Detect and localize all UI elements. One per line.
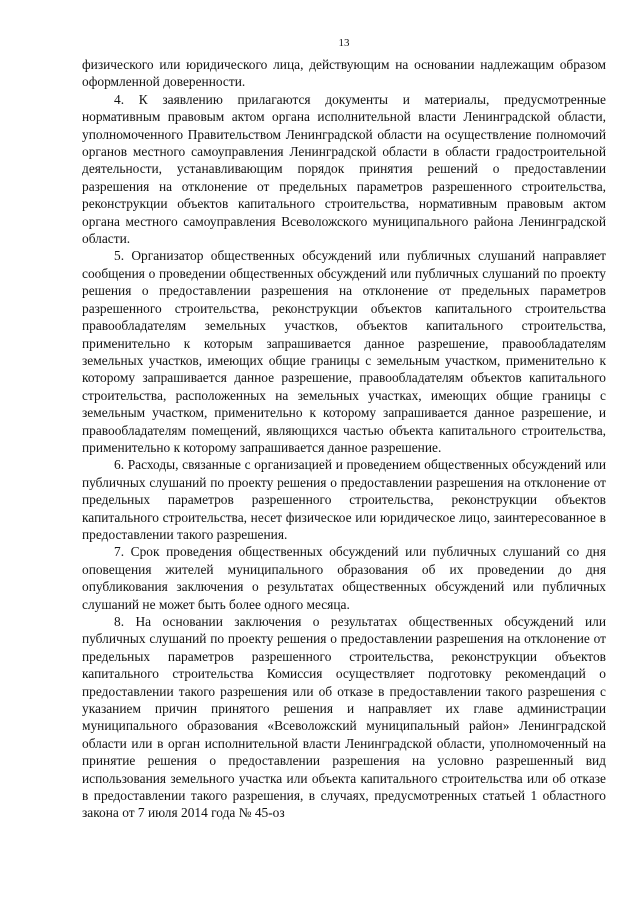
paragraph-continuation: физического или юридического лица, действующим на основании надлежащим образом оформленной доверенности. — [82, 57, 606, 90]
paragraph-item-6: 6. Расходы, связанные с организацией и проведением общественных обсуждений или публичных слушаний по проекту решения о предоставлении разрешения на отклонение от предельных параметров разрешенного строительства, реконструкции объектов капитального строительства, несет физическое или юридическое лицо, заинтересованное в предоставлении такого разрешения. — [82, 457, 606, 542]
paragraph-item-5: 5. Организатор общественных обсуждений или публичных слушаний направляет сообщения о проведении общественных обсуждений или публичных слушаний по проекту решения о предоставлении разрешения на отклонение от предельных параметров разрешенного строительства, реконструкции объектов капитального строительства правообладателям земельных участков, объектов капитального строительства, применительно к которым запрашивается данное разрешение, правообладателям земельных участков, имеющих общие границы с земельным участком, применительно к которому запрашивается данное разрешение, правообладателям объектов капитального строительства, расположенных на земельных участках, имеющих общие границы с земельным участком, применительно к которому запрашивается данное разрешение, и правообладателям помещений, являющихся частью объекта капитального строительства, применительно к которому запрашивается данное разрешение. — [82, 248, 606, 455]
paragraph-item-7: 7. Срок проведения общественных обсуждений или публичных слушаний со дня оповещения жителей муниципального образования об их проведении до дня опубликования заключения о результатах общественных обсуждений или публичных слушаний не может быть более одного месяца. — [82, 544, 606, 612]
page-number: 13 — [338, 37, 350, 49]
paragraph-item-4: 4. К заявлению прилагаются документы и материалы, предусмотренные нормативным правовым актом органа исполнительной власти Ленинградской области, уполномоченного Правительством Ленинградской области на осуществление полномочий органов местного самоуправления Ленинградской области в области градостроительной деятельности, устанавливающим порядок принятия решений о предоставлении разрешения на отклонение от предельных параметров разрешенного строительства, реконструкции объектов капитального строительства, нормативным правовым актом органа местного самоуправления Всеволожского муниципального района Ленинградской области. — [82, 91, 606, 247]
paragraph-item-8: 8. На основании заключения о результатах общественных обсуждений или публичных слушаний по проекту решения о предоставлении разрешения на отклонение от предельных параметров разрешенного строительства, реконструкции объектов капитального строительства Комиссия осуществляет подготовку рекомендаций о предоставлении такого разрешения или об отказе в предоставлении такого разрешения с указанием причин принятого решения и направляет их главе администрации муниципального образования «Всеволожский муниципальный район» Ленинградской области или в орган исполнительной власти Ленинградской области, уполномоченный на принятие решения о предоставлении разрешения на условно разрешенный вид использования земельного участка или объекта капитального строительства или об отказе в предоставлении такого разрешения, в случаях, предусмотренных статьей 1 областного закона от 7 июля 2014 года № 45-оз — [82, 614, 606, 821]
